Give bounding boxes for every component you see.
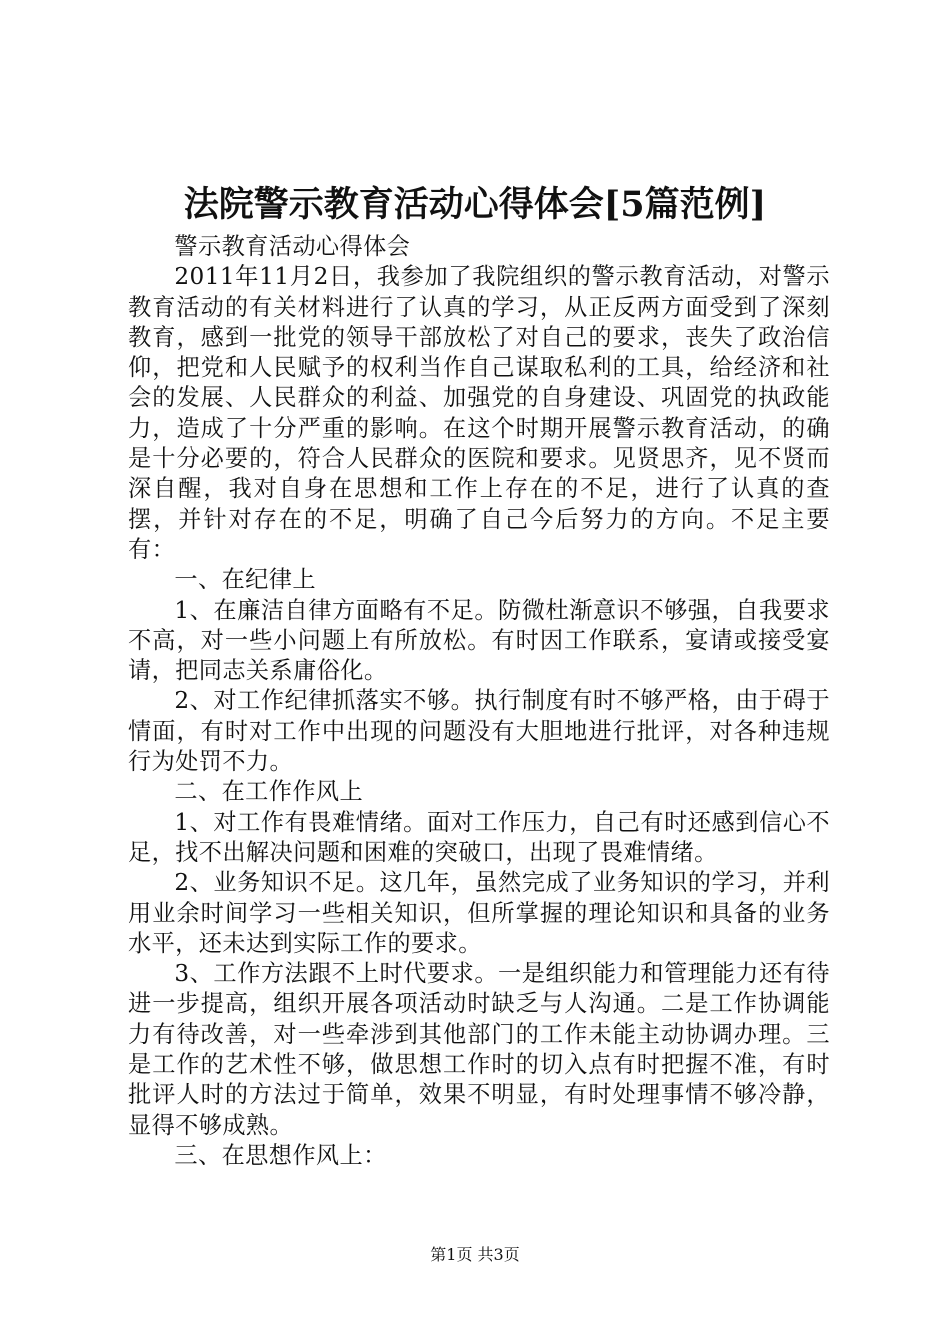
document-title: 法院警示教育活动心得体会[5篇范例] xyxy=(183,184,767,225)
paragraph-item: 1、对工作有畏难情绪。面对工作压力，自己有时还感到信心不足，找不出解决问题和困难的突破口，出现了畏难情绪。 xyxy=(128,808,830,866)
paragraph-item: 2、业务知识不足。这几年，虽然完成了业务知识的学习，并利用业余时间学习一些相关知识，但所掌握的理论知识和具备的业务水平，还未达到实际工作的要求。 xyxy=(128,869,830,957)
paragraph-intro: 2011年11月2日，我参加了我院组织的警示教育活动，对警示教育活动的有关材料进行了认真的学习，从正反两方面受到了深刻教育，感到一批党的领导干部放松了对自己的要求，丧失了政治信仰，把党和人民赋予的权利当作自己谋取私利的工具，给经济和社会的发展、人民群众的利益、加强党的自身建设、巩固党的执政能力，造成了十分严重的影响。在这个时期开展警示教育活动，的确是十分必要的，符合人民群众的医院和要求。见贤思齐，见不贤而深自醒，我对自身在思想和工作上存在的不足，进行了认真的查摆，并针对存在的不足，明确了自己今后努力的方向。不足主要有： xyxy=(128,263,830,563)
paragraph-subtitle: 警示教育活动心得体会 xyxy=(174,233,411,260)
paragraph-item: 2、对工作纪律抓落实不够。执行制度有时不够严格，由于碍于情面，有时对工作中出现的问题没有大胆地进行批评，对各种违规行为处罚不力。 xyxy=(128,687,830,776)
section-heading-discipline: 一、在纪律上 xyxy=(174,566,316,594)
section-heading-work-style: 二、在工作作风上 xyxy=(174,778,364,806)
page-number-footer: 第1页 共3页 xyxy=(430,1245,520,1264)
paragraph-item: 1、在廉洁自律方面略有不足。防微杜渐意识不够强，自我要求不高，对一些小问题上有所放松。有时因工作联系，宴请或接受宴请，把同志关系庸俗化。 xyxy=(128,596,830,685)
section-heading-thinking-style: 三、在思想作风上： xyxy=(174,1141,387,1169)
paragraph-item: 3、工作方法跟不上时代要求。一是组织能力和管理能力还有待进一步提高，组织开展各项活动时缺乏与人沟通。二是工作协调能力有待改善，对一些牵涉到其他部门的工作未能主动协调办理。三是工作的艺术性不够，做思想工作时的切入点有时把握不准，有时批评人时的方法过于简单，效果不明显，有时处理事情不够冷静，显得不够成熟。 xyxy=(128,960,830,1139)
document-body xyxy=(128,232,830,1171)
